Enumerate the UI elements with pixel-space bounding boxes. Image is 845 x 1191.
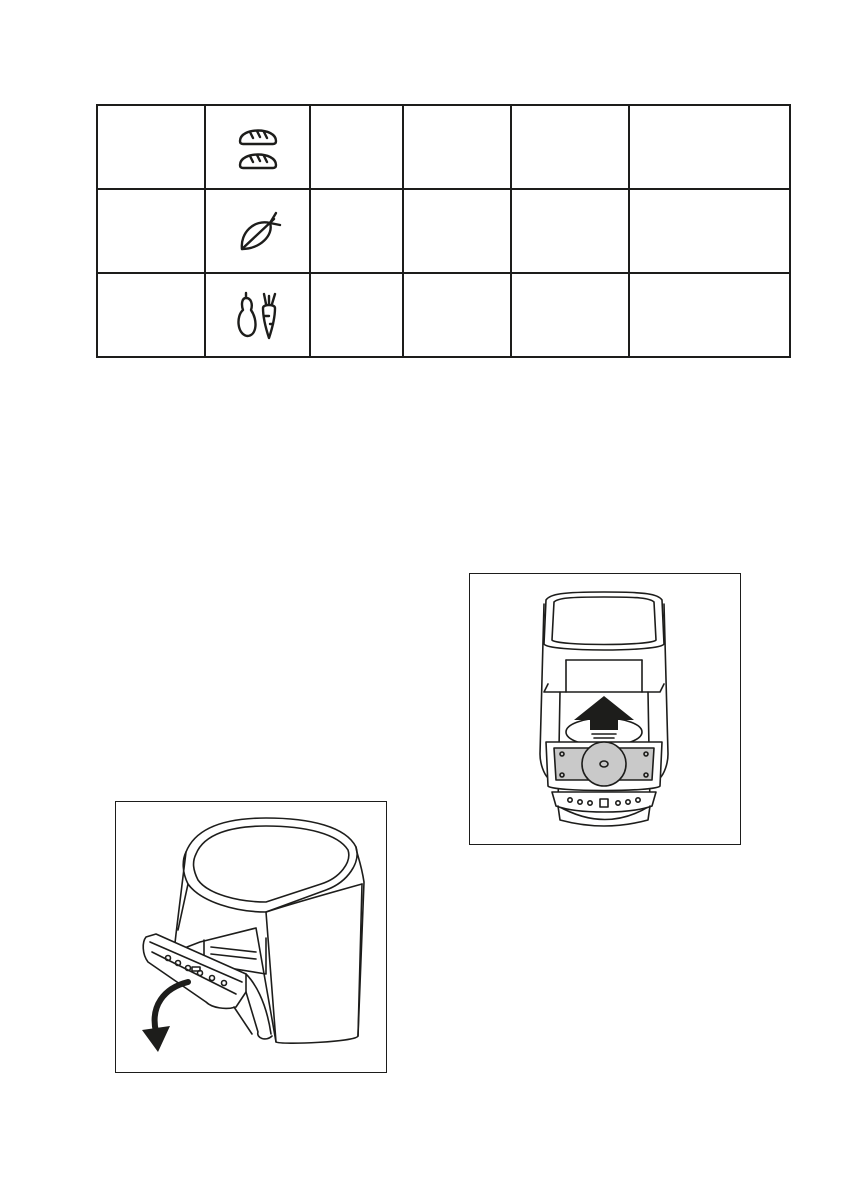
insert-tray-figure [469, 573, 741, 845]
table-cell [403, 273, 511, 357]
table-cell [629, 189, 790, 273]
air-fryer-open-door-illustration [116, 802, 385, 1071]
table-row [97, 273, 790, 357]
fish-icon [234, 209, 282, 253]
table-cell [97, 189, 205, 273]
table-cell [511, 105, 629, 189]
table-cell [629, 273, 790, 357]
table-cell [310, 273, 403, 357]
table-cell [511, 273, 629, 357]
vegetables-icon [233, 290, 283, 340]
table-row [97, 189, 790, 273]
bread-icon [236, 123, 280, 171]
table-cell [403, 189, 511, 273]
cooking-guide-table [96, 104, 791, 358]
table-cell [205, 273, 310, 357]
open-drawer-figure [115, 801, 387, 1073]
table-cell [97, 105, 205, 189]
table-cell [629, 105, 790, 189]
table-cell [205, 105, 310, 189]
table-cell [205, 189, 310, 273]
table-cell [310, 189, 403, 273]
table-row [97, 105, 790, 189]
table-cell [310, 105, 403, 189]
air-fryer-insert-tray-illustration [470, 574, 739, 843]
table-cell [511, 189, 629, 273]
table-cell [97, 273, 205, 357]
table-cell [403, 105, 511, 189]
